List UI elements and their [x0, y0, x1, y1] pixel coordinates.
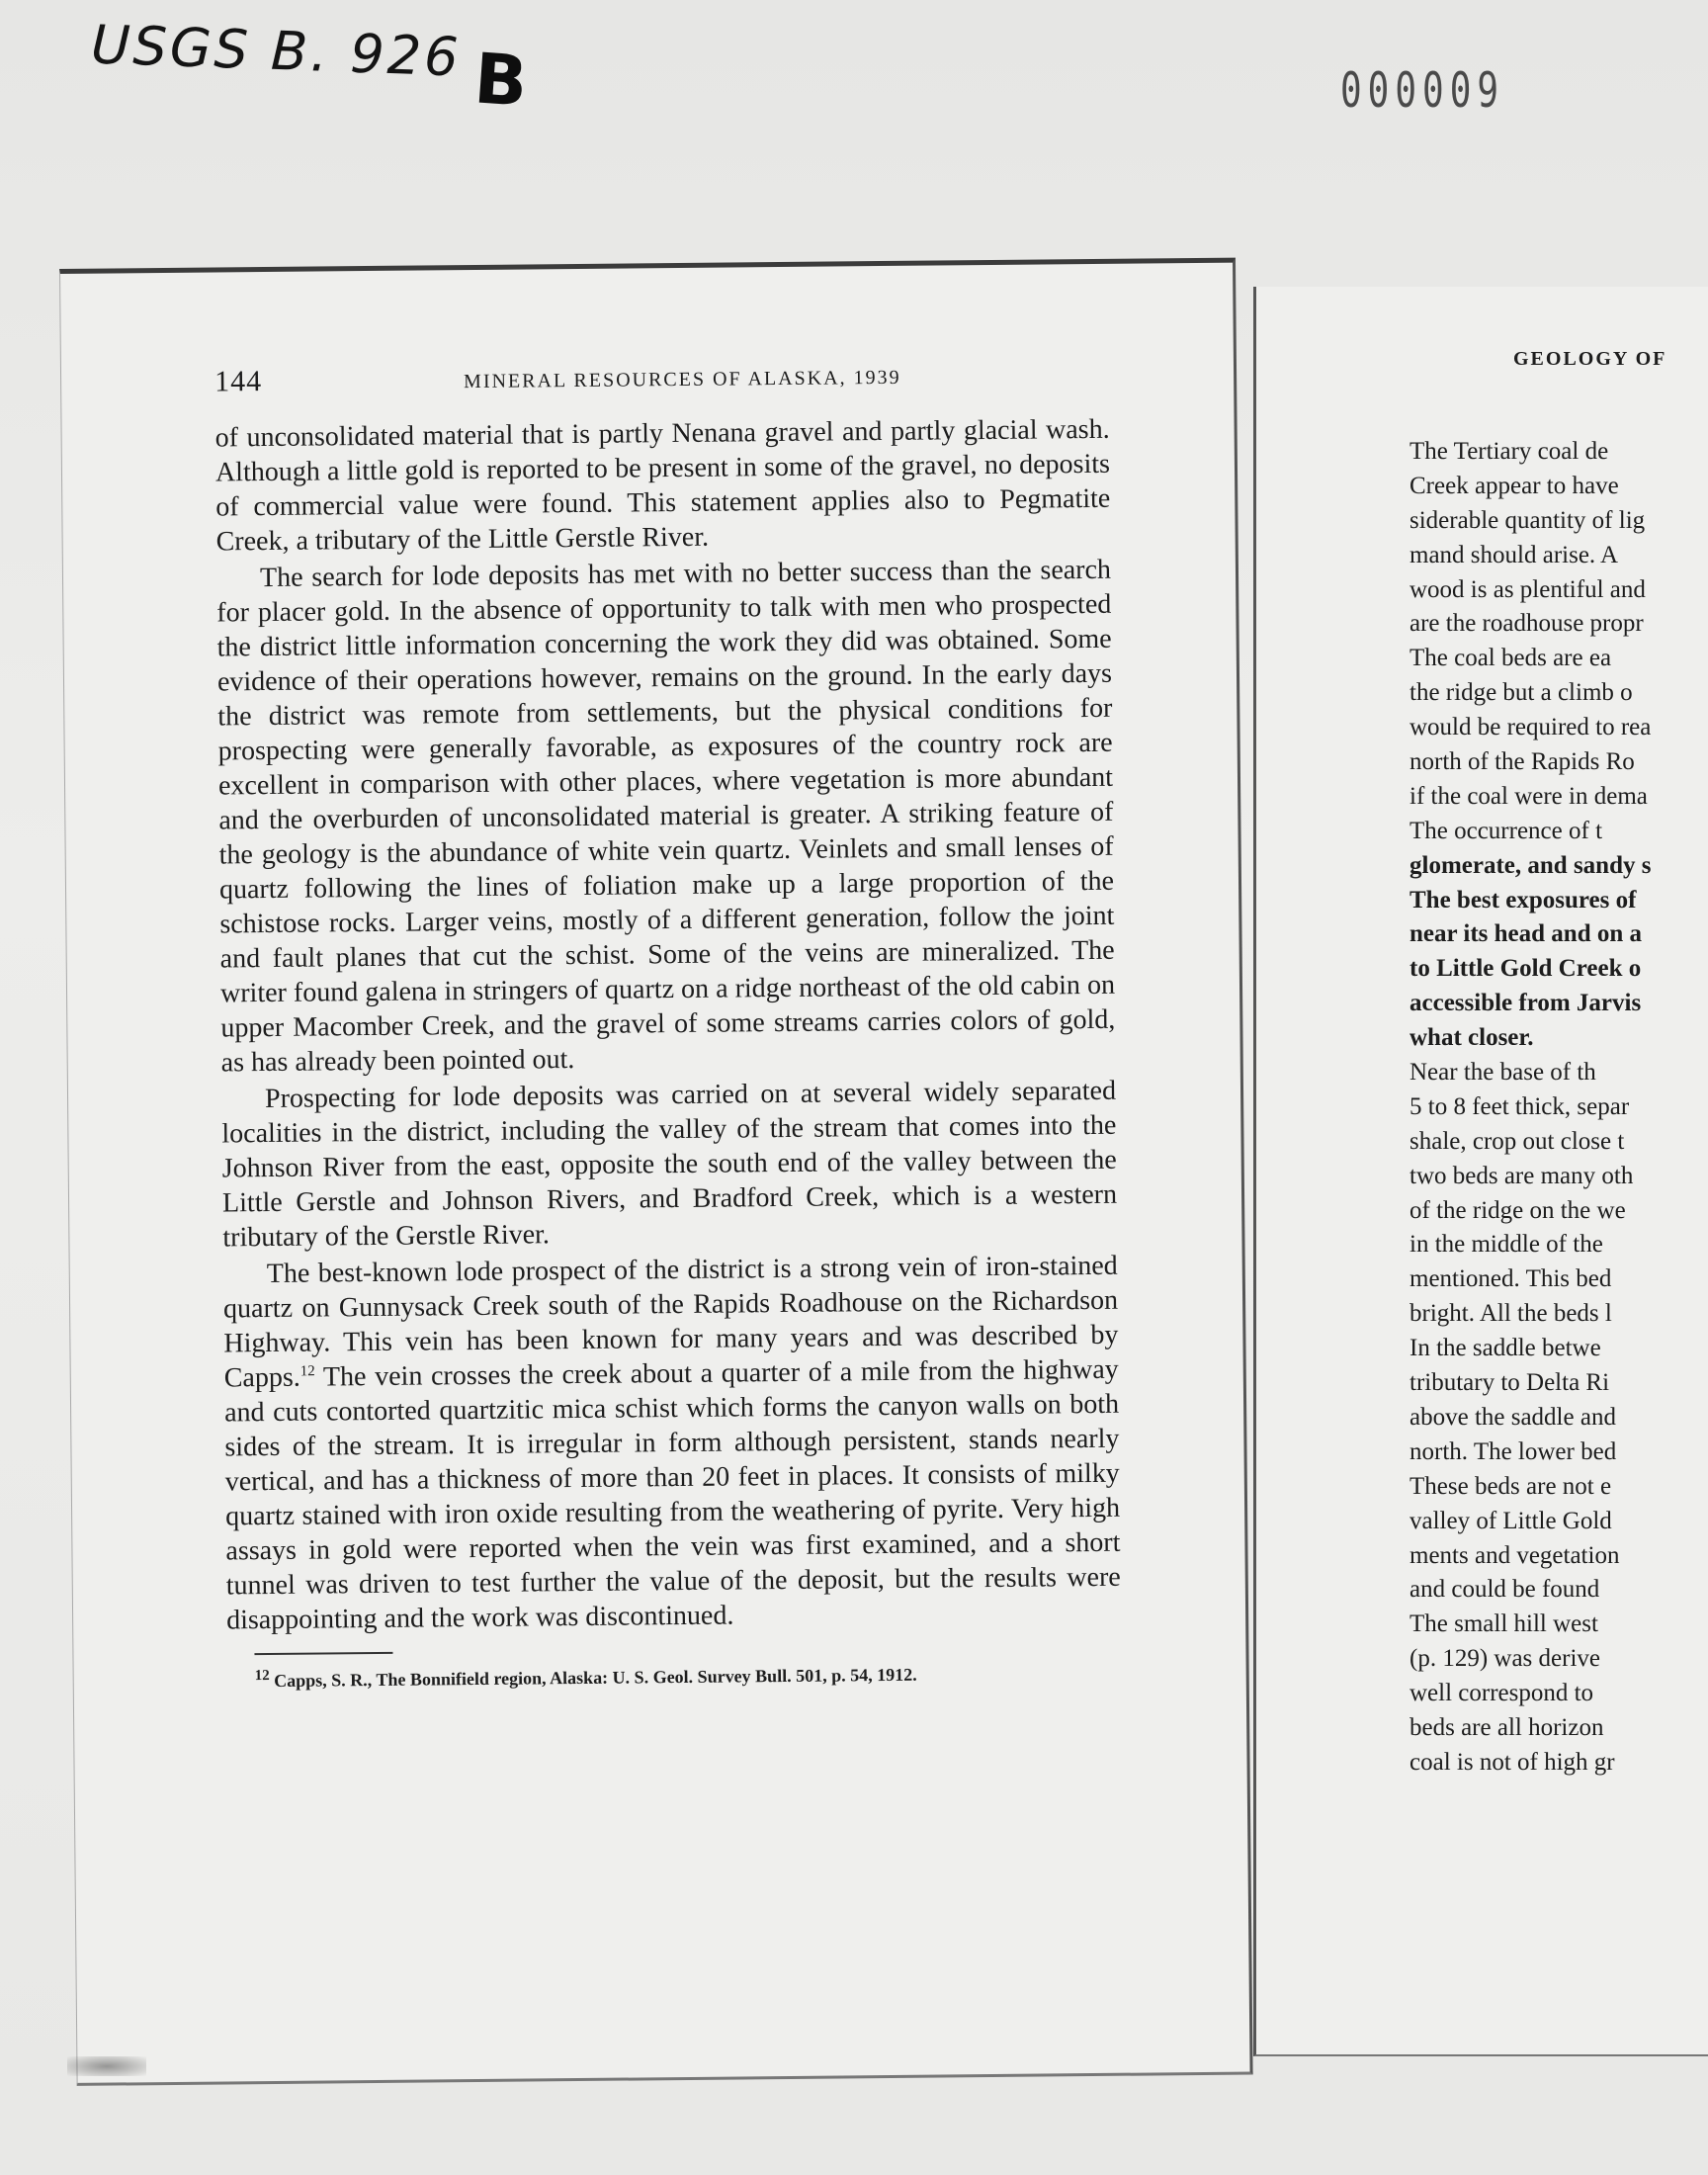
right-page-line: are the roadhouse propr	[1409, 610, 1644, 638]
right-page-line: ments and vegetation	[1409, 1541, 1620, 1569]
right-page-line: mand should arise. A	[1409, 541, 1619, 568]
right-page-line: wood is as plentiful and	[1409, 575, 1646, 603]
right-page-text	[1409, 435, 1651, 1781]
right-page-line: if the coal were in dema	[1409, 782, 1648, 810]
right-page-line: In the saddle betwe	[1409, 1335, 1601, 1362]
right-page-line: The best exposures of	[1409, 886, 1637, 914]
handwritten-letter: B	[471, 38, 531, 123]
right-page-line: bright. All the beds l	[1409, 1300, 1612, 1328]
right-page-line: two beds are many oth	[1409, 1162, 1634, 1189]
right-page-line: glomerate, and sandy s	[1409, 851, 1652, 879]
right-page-line: what closer.	[1409, 1024, 1534, 1052]
right-page-line: These beds are not e	[1409, 1472, 1612, 1500]
right-page	[1253, 287, 1708, 2056]
right-page-line: to Little Gold Creek o	[1409, 955, 1642, 983]
right-page-line: and could be found	[1409, 1576, 1600, 1604]
right-page-line: The occurrence of t	[1409, 817, 1603, 844]
footnote-text: Capps, S. R., The Bonnifield region, Alaska: U. S. Geol. Survey Bull. 501, p. 54, 1912.	[274, 1664, 917, 1691]
right-page-line: valley of Little Gold	[1409, 1507, 1612, 1534]
right-page-line: the ridge but a climb o	[1409, 679, 1633, 707]
left-page	[59, 258, 1253, 2086]
right-page-line: Near the base of th	[1409, 1059, 1596, 1087]
right-page-line: tributary to Delta Ri	[1409, 1369, 1610, 1397]
paragraph-1: of unconsolidated material that is partly Nenana gravel and partly glacial wash. Although a little gold is reported to be present in some of the gravel, no deposits of commercial value were found. This statement applies also to Pegmatite Creek, a tributary of the Little Gerstle River.	[214, 413, 1111, 558]
page-edge-shadow	[67, 2056, 146, 2076]
right-page-line: 5 to 8 feet thick, separ	[1409, 1092, 1630, 1120]
body-text	[214, 412, 1121, 1694]
footnote-reference: 12	[299, 1363, 315, 1380]
right-page-line: shale, crop out close t	[1409, 1127, 1625, 1155]
footnote	[227, 1661, 1122, 1694]
right-page-line: siderable quantity of lig	[1409, 506, 1646, 534]
right-page-line: The coal beds are ea	[1409, 645, 1612, 672]
paragraph-4	[223, 1249, 1122, 1638]
right-page-line: Creek appear to have	[1409, 472, 1619, 499]
right-page-line: The Tertiary coal de	[1409, 438, 1609, 465]
right-page-line: beds are all horizon	[1409, 1713, 1604, 1741]
right-page-line: in the middle of the	[1409, 1231, 1603, 1259]
paragraph-2: The search for lode deposits has met with no better success than the search for placer gold. In the absence of opportunity to talk with men who prospected the district little information concerning the work they did was obtained. Some evidence of their operations however, remains on the ground. In the early days the district was remote from settlements, but the physical conditions for prospecting were generally favorable, as exposures of the country rock are excellent in comparison with other places, where vegetation is more abundant and the overburden of unconsolidated material is greater. A striking feature of the geology is the abundance of white vein quartz. Veinlets and small lenses of quartz following the lines of foliation make up a large proportion of the schistose rocks. Larger veins, mostly of a different generation, follow the joint and fault planes that cut the schist. Some of the veins are mineralized. The writer found galena in stringers of quartz on a ridge northeast of the old cabin on upper Macomber Creek, and the gravel of some streams carries colors of gold, as has already been pointed out.	[216, 554, 1116, 1079]
right-running-head: GEOLOGY OF	[1513, 348, 1667, 370]
right-page-line: near its head and on a	[1409, 920, 1643, 948]
right-page-line: well correspond to	[1409, 1680, 1594, 1707]
right-page-line: (p. 129) was derive	[1409, 1645, 1600, 1673]
right-page-line: would be required to rea	[1409, 714, 1652, 741]
paragraph-3: Prospecting for lode deposits was carried on at several widely separated localities in the district, including the valley of the stream that comes into the Johnson River from the east, opposite the south end of the valley between the Little Gerstle and Johnson Rivers, and Bradford Creek, which is a western tributary of the Gerstle River.	[221, 1075, 1118, 1254]
right-page-line: above the saddle and	[1409, 1403, 1616, 1431]
paragraph-4-text-b: The vein crosses the creek about a quarter of a mile from the highway and cuts contorted quartzitic mica schist which forms the canyon walls on both sides of the stream. It is irregular in form although persistent, stands nearly vertical, and has a thickness of more than 20 feet in places. It consists of milky quartz stained with iron oxide resulting from the weathering of pyrite. Very high assays in gold were reported when the vein was first examined, and a short tunnel was driven to test further the value of the deposit, but the results were disappointing and the work was discontinued.	[223, 1353, 1121, 1636]
running-title: MINERAL RESOURCES OF ALASKA, 1939	[464, 366, 901, 393]
footnote-marker: 12	[254, 1668, 270, 1685]
handwritten-reference: USGS B. 926	[90, 13, 463, 89]
right-page-line: accessible from Jarvis	[1409, 990, 1642, 1017]
page-number: 144	[214, 365, 263, 398]
right-page-line: The small hill west	[1409, 1610, 1598, 1638]
running-head	[214, 362, 1183, 398]
right-page-line: north of the Rapids Ro	[1409, 748, 1635, 776]
footnote-rule	[254, 1652, 392, 1655]
right-page-line: north. The lower bed	[1409, 1437, 1617, 1465]
right-page-line: of the ridge on the we	[1409, 1196, 1626, 1224]
right-page-line: coal is not of high gr	[1409, 1748, 1615, 1776]
paragraph-4-text-a: The best-known lode prospect of the district is a strong vein of iron-stained quartz on Gunnysack Creek south of the Rapids Roadhouse on the Richardson Highway. This vein has been known for many years and was described by Capps.	[222, 1250, 1119, 1394]
stamp-number: 000009	[1340, 63, 1505, 120]
right-page-line: mentioned. This bed	[1409, 1265, 1612, 1293]
